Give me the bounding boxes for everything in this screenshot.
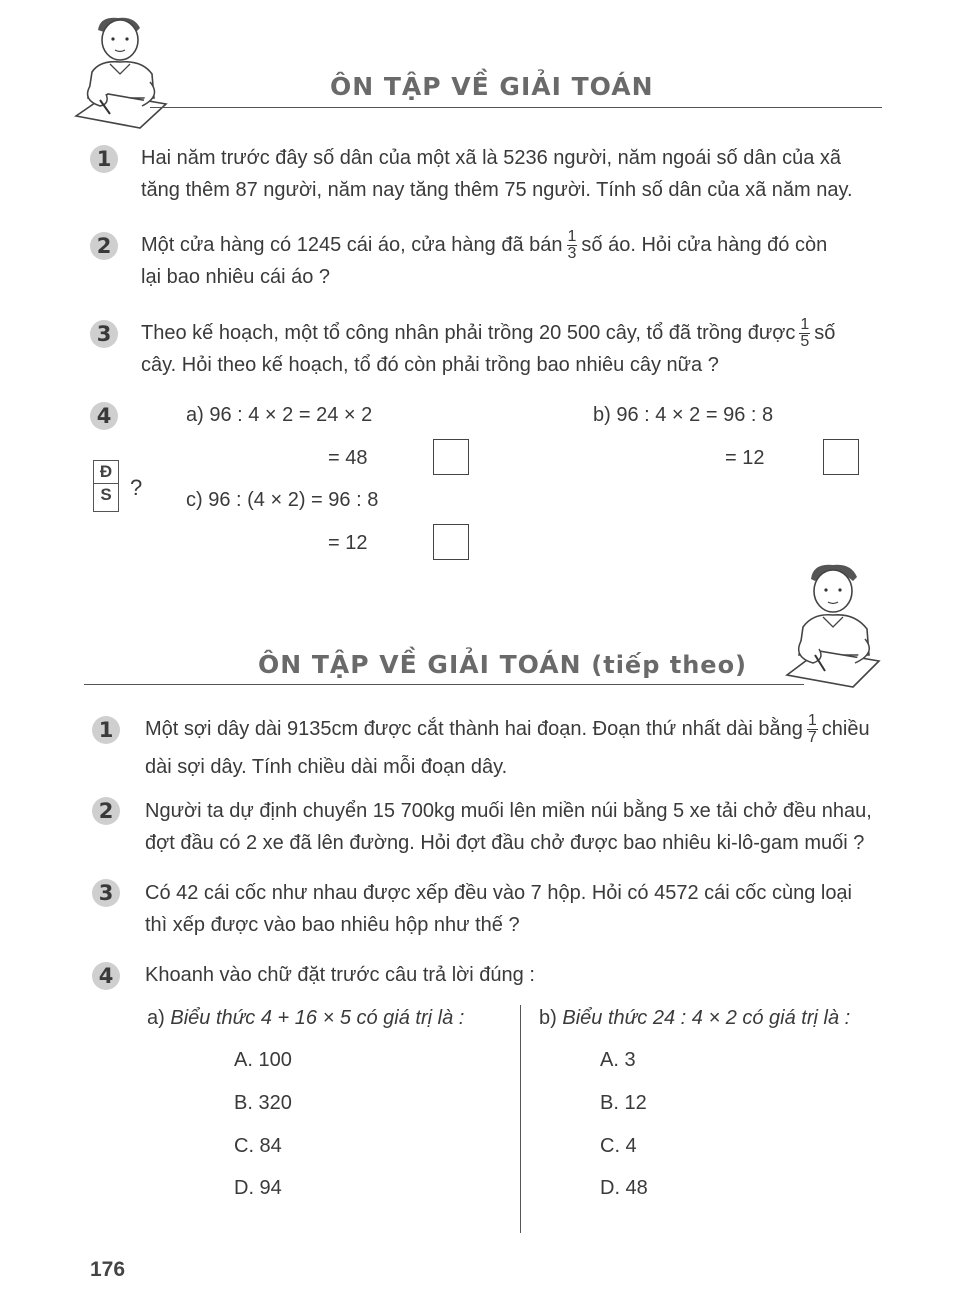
- fraction-one-seventh: $\frac{1}{7}$: [807, 712, 817, 747]
- s2-problem-1-text-line2: dài sợi dây. Tính chiều dài mỗi đoạn dây.: [145, 756, 508, 778]
- s2-problem-2-text-line1: Người ta dự định chuyển 15 700kg muối lên miền núi bằng 5 xe tải chở đều nhau,: [145, 800, 872, 822]
- expr-c-line1: c) 96 : (4 × 2) = 96 : 8: [186, 489, 379, 511]
- s2-problem-2-text-line2: đợt đầu có 2 xe đã lên đường. Hỏi đợt đầu chở được bao nhiêu ki-lô-gam muối ?: [145, 832, 865, 854]
- expr-b-line1: b) 96 : 4 × 2 = 96 : 8: [593, 404, 774, 426]
- expr-a-line2: = 48: [328, 447, 368, 469]
- problem-3-number: 3: [90, 320, 118, 348]
- s2-problem-1-text-line1: Một sợi dây dài 9135cm được cắt thành hai đoạn. Đoạn thứ nhất dài bằng $\frac{1}{7}$ chiều: [145, 712, 870, 747]
- problem-4-number: 4: [90, 402, 118, 430]
- expr-b-line2: = 12: [725, 447, 765, 469]
- answer-box-b[interactable]: [823, 439, 859, 475]
- problem-1-text-line1: Hai năm trước đây số dân của một xã là 5236 người, năm ngoái số dân của xã: [141, 147, 842, 169]
- s2-problem-4-number: 4: [92, 962, 120, 990]
- option-a-B[interactable]: B. 320: [234, 1092, 292, 1114]
- expr-c-line2: = 12: [328, 532, 368, 554]
- option-b-D[interactable]: D. 48: [600, 1177, 648, 1199]
- option-b-B[interactable]: B. 12: [600, 1092, 647, 1114]
- section2-title: ÔN TẬP VỀ GIẢI TOÁN (tiếp theo): [258, 650, 748, 679]
- option-b-C[interactable]: C. 4: [600, 1135, 637, 1157]
- option-a-D[interactable]: D. 94: [234, 1177, 282, 1199]
- true-label: Đ: [94, 461, 118, 484]
- s2-problem-3-number: 3: [92, 879, 120, 907]
- problem-2-number: 2: [90, 232, 118, 260]
- expr-a-line1: a) 96 : 4 × 2 = 24 × 2: [186, 404, 373, 426]
- page-number: 176: [90, 1258, 126, 1281]
- s2-problem-3-text-line1: Có 42 cái cốc như nhau được xếp đều vào 7 hộp. Hỏi có 4572 cái cốc cùng loại: [145, 882, 853, 904]
- fraction-one-fifth: $\frac{1}{5}$: [800, 316, 810, 351]
- question-b: b) Biểu thức 24 : 4 × 2 có giá trị là :: [539, 1007, 851, 1029]
- false-label: S: [100, 485, 112, 504]
- question-a: a) Biểu thức 4 + 16 × 5 có giá trị là :: [147, 1007, 465, 1029]
- s2-problem-3-text-line2: thì xếp được vào bao nhiêu hộp như thế ?: [145, 914, 520, 936]
- s2-problem-2-number: 2: [92, 797, 120, 825]
- s2-problem-4-text-line1: Khoanh vào chữ đặt trước câu trả lời đúng :: [145, 964, 535, 986]
- option-b-A[interactable]: A. 3: [600, 1049, 636, 1071]
- problem-1-text-line2: tăng thêm 87 người, năm nay tăng thêm 75 người. Tính số dân của xã năm nay.: [141, 179, 853, 201]
- option-a-A[interactable]: A. 100: [234, 1049, 292, 1071]
- answer-box-c[interactable]: [433, 524, 469, 560]
- section1-divider: [150, 107, 882, 108]
- section2-divider: [84, 684, 804, 685]
- boy-writing-illustration-bottom: [783, 555, 883, 690]
- problem-3-text-line2: cây. Hỏi theo kế hoạch, tổ đó còn phải trồng bao nhiêu cây nữa ?: [141, 354, 719, 376]
- s2-problem-1-number: 1: [92, 716, 120, 744]
- problem-1-number: 1: [90, 145, 118, 173]
- section1-title: ÔN TẬP VỀ GIẢI TOÁN: [330, 72, 654, 101]
- column-divider: [520, 1005, 521, 1233]
- answer-box-a[interactable]: [433, 439, 469, 475]
- problem-2-text-line2: lại bao nhiêu cái áo ?: [141, 266, 331, 288]
- option-a-C[interactable]: C. 84: [234, 1135, 282, 1157]
- boy-writing-illustration-top: [70, 8, 170, 130]
- problem-2-text-line1: Một cửa hàng có 1245 cái áo, cửa hàng đã bán $\frac{1}{3}$ số áo. Hỏi cửa hàng đó còn: [141, 228, 828, 263]
- true-false-question-mark: ?: [130, 475, 143, 500]
- problem-3-text-line1: Theo kế hoạch, một tổ công nhân phải trồng 20 500 cây, tổ đã trồng được $\frac{1}{5}$ số: [141, 316, 836, 351]
- true-false-badge: [93, 460, 119, 512]
- fraction-one-third: $\frac{1}{3}$: [567, 228, 577, 263]
